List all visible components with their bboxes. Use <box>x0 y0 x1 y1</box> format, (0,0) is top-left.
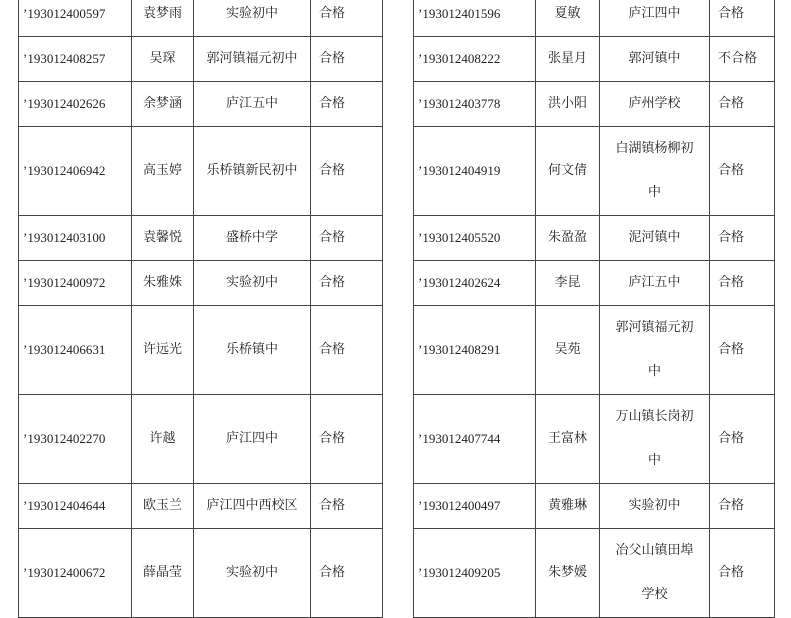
student-name-cell: 许远光 <box>132 306 194 395</box>
result-cell: 合格 <box>710 82 775 127</box>
student-id-cell: ’193012408291 <box>414 306 536 395</box>
student-id-cell: ’193012408257 <box>19 37 132 82</box>
school-cell <box>194 37 311 82</box>
student-name-cell: 洪小阳 <box>536 82 600 127</box>
school-name-line: 实验初中 <box>628 498 681 513</box>
result-cell: 合格 <box>311 216 383 261</box>
result-cell: 合格 <box>311 395 383 484</box>
student-id-cell: ’193012404644 <box>19 484 132 529</box>
school-cell <box>194 484 311 529</box>
school-name-line: 盛桥中学 <box>225 230 278 245</box>
result-cell: 合格 <box>311 306 383 395</box>
student-name-cell: 朱梦媛 <box>536 529 600 618</box>
student-id-cell: ’193012402270 <box>19 395 132 484</box>
school-name-line: 乐桥镇新民初中 <box>206 163 298 178</box>
table-body-left <box>19 0 383 618</box>
school-name-line: 中 <box>647 185 661 200</box>
table-body-right <box>414 0 775 618</box>
school-name-line: 庐江四中 <box>225 431 278 446</box>
table-row <box>414 484 775 529</box>
table-row <box>19 127 383 216</box>
school-cell <box>600 216 710 261</box>
table-row <box>414 82 775 127</box>
student-id-cell: ’193012406631 <box>19 306 132 395</box>
table-row <box>414 306 775 395</box>
student-name-cell: 张星月 <box>536 37 600 82</box>
school-cell <box>194 395 311 484</box>
student-name-cell: 许越 <box>132 395 194 484</box>
school-name-line: 中 <box>647 453 661 468</box>
school-name-line: 泥河镇中 <box>628 230 681 245</box>
student-name-cell: 袁馨悦 <box>132 216 194 261</box>
table-row <box>414 127 775 216</box>
student-id-cell: ’193012400972 <box>19 261 132 306</box>
student-name-cell: 高玉婷 <box>132 127 194 216</box>
student-id-cell: ’193012402624 <box>414 261 536 306</box>
school-cell <box>194 261 311 306</box>
result-cell: 合格 <box>311 0 383 37</box>
result-cell: 合格 <box>710 216 775 261</box>
student-name-cell: 朱盈盈 <box>536 216 600 261</box>
result-cell: 合格 <box>311 261 383 306</box>
result-cell: 合格 <box>311 37 383 82</box>
school-cell <box>194 0 311 37</box>
school-name-line: 中 <box>647 364 661 379</box>
school-cell <box>194 306 311 395</box>
school-cell <box>600 484 710 529</box>
student-name-cell: 吴琛 <box>132 37 194 82</box>
school-name-line: 白湖镇杨柳初 <box>615 141 694 156</box>
student-id-cell: ’193012403778 <box>414 82 536 127</box>
result-cell: 合格 <box>311 127 383 216</box>
student-id-cell: ’193012403100 <box>19 216 132 261</box>
school-name-line: 郭河镇福元初中 <box>206 51 298 66</box>
student-id-cell: ’193012404919 <box>414 127 536 216</box>
school-name-line: 乐桥镇中 <box>225 342 278 357</box>
school-name-line: 庐江四中 <box>628 6 681 21</box>
school-name-line: 庐州学校 <box>628 96 681 111</box>
school-cell <box>600 395 710 484</box>
table-row <box>19 216 383 261</box>
result-cell: 合格 <box>311 82 383 127</box>
school-name-line: 万山镇长岗初 <box>615 409 694 424</box>
student-id-cell: ’193012400597 <box>19 0 132 37</box>
student-name-cell: 吴苑 <box>536 306 600 395</box>
school-cell <box>600 0 710 37</box>
table-row <box>19 261 383 306</box>
table-row <box>19 395 383 484</box>
school-cell <box>194 216 311 261</box>
student-name-cell: 李昆 <box>536 261 600 306</box>
table-row <box>19 529 383 618</box>
school-cell <box>600 127 710 216</box>
student-id-cell: ’193012405520 <box>414 216 536 261</box>
result-cell: 合格 <box>710 395 775 484</box>
school-name-line: 庐江五中 <box>225 96 278 111</box>
school-cell <box>194 127 311 216</box>
student-id-cell: ’193012407744 <box>414 395 536 484</box>
school-name-line: 学校 <box>641 587 668 602</box>
student-name-cell: 余梦涵 <box>132 82 194 127</box>
student-id-cell: ’193012401596 <box>414 0 536 37</box>
school-cell <box>600 261 710 306</box>
student-name-cell: 夏敏 <box>536 0 600 37</box>
school-cell <box>600 529 710 618</box>
result-cell: 合格 <box>311 529 383 618</box>
student-name-cell: 薛晶莹 <box>132 529 194 618</box>
school-name-line: 实验初中 <box>225 6 278 21</box>
school-name-line: 庐江四中西校区 <box>206 498 298 513</box>
table-row <box>414 37 775 82</box>
table-row <box>414 216 775 261</box>
result-cell: 合格 <box>710 261 775 306</box>
result-cell: 合格 <box>311 484 383 529</box>
school-cell <box>194 529 311 618</box>
school-name-line: 冶父山镇田埠 <box>615 543 694 558</box>
student-name-cell: 王富林 <box>536 395 600 484</box>
table-row <box>414 395 775 484</box>
table-row <box>414 529 775 618</box>
student-id-cell: ’193012408222 <box>414 37 536 82</box>
school-name-line: 郭河镇福元初 <box>615 320 694 335</box>
student-id-cell: ’193012409205 <box>414 529 536 618</box>
student-name-cell: 袁梦雨 <box>132 0 194 37</box>
result-cell: 合格 <box>710 529 775 618</box>
result-cell: 合格 <box>710 127 775 216</box>
table-row <box>19 82 383 127</box>
school-cell <box>194 82 311 127</box>
student-id-cell: ’193012402626 <box>19 82 132 127</box>
table-row <box>19 37 383 82</box>
student-id-cell: ’193012400672 <box>19 529 132 618</box>
school-name-line: 实验初中 <box>225 275 278 290</box>
school-cell <box>600 37 710 82</box>
school-cell <box>600 82 710 127</box>
student-name-cell: 何文倩 <box>536 127 600 216</box>
student-name-cell: 朱雅姝 <box>132 261 194 306</box>
student-id-cell: ’193012406942 <box>19 127 132 216</box>
result-cell: 不合格 <box>710 37 775 82</box>
table-row <box>19 306 383 395</box>
table-row <box>19 0 383 37</box>
result-cell: 合格 <box>710 484 775 529</box>
table-row <box>414 0 775 37</box>
school-name-line: 庐江五中 <box>628 275 681 290</box>
table-row <box>414 261 775 306</box>
table-row <box>19 484 383 529</box>
school-cell <box>600 306 710 395</box>
school-name-line: 郭河镇中 <box>628 51 681 66</box>
student-name-cell: 欧玉兰 <box>132 484 194 529</box>
results-table-right <box>413 0 775 618</box>
student-name-cell: 黄雅琳 <box>536 484 600 529</box>
student-id-cell: ’193012400497 <box>414 484 536 529</box>
results-table-left <box>18 0 383 618</box>
result-cell: 合格 <box>710 306 775 395</box>
school-name-line: 实验初中 <box>225 565 278 580</box>
result-cell: 合格 <box>710 0 775 37</box>
